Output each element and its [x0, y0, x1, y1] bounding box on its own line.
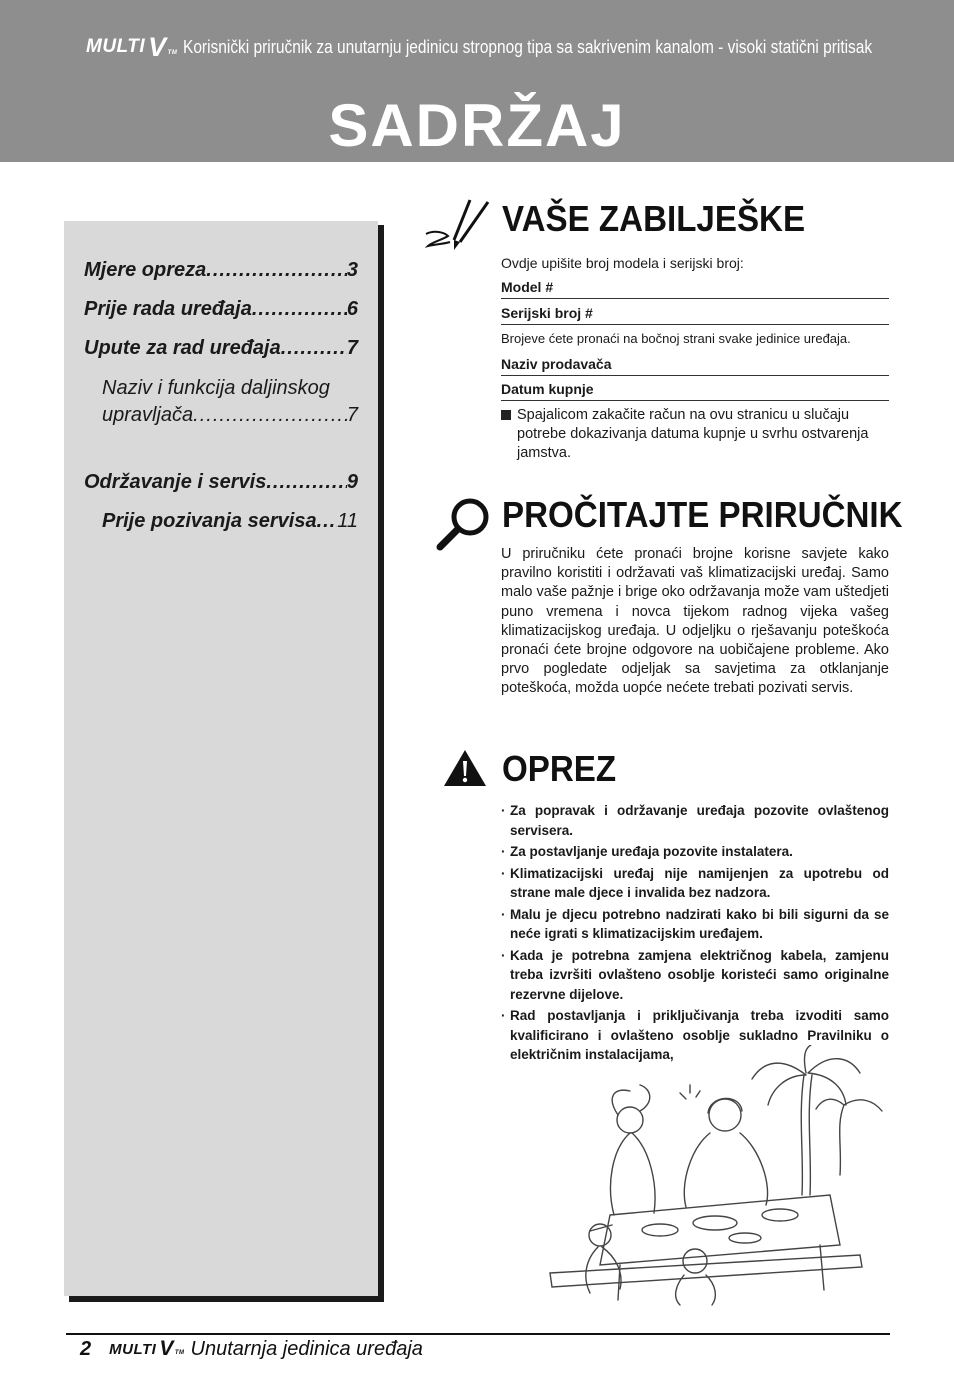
dealer-name-field[interactable]: Naziv prodavača — [501, 356, 889, 376]
read-manual-title: PROČITAJTE PRIRUČNIK — [502, 494, 903, 535]
staple-receipt-note: Spajalicom zakačite račun na ovu stranicu u slučaju potrebe dokazivanja datuma kupnje u svrhu ostvarenja jamstva. — [501, 406, 889, 463]
caution-item: · Klimatizacijski uređaj nije namijenjen za upotrebu od strane male djece i invalida bez nadzora. — [501, 864, 889, 903]
multi-v-logo: MULTI V TM — [86, 32, 178, 62]
toc-entry-before-service[interactable]: Prije pozivanja servisa ..... 11 — [102, 508, 358, 535]
picnic-illustration — [540, 1045, 890, 1310]
page-footer — [80, 1337, 423, 1361]
toc-entry-maintenance[interactable]: Održavanje i servis ..... 9 — [84, 469, 358, 496]
magnifier-icon — [432, 495, 496, 553]
footer-text: Unutarnja jedinica uređaja — [190, 1337, 423, 1360]
caution-item: · Malu je djecu potrebno nadzirati kako bi bili sigurni da se neće igrati s klimatizacijskim uređajem. — [501, 905, 889, 944]
notes-section-title: VAŠE ZABILJEŠKE — [502, 198, 806, 239]
header-banner — [0, 0, 954, 162]
caution-item: · Za postavljanje uređaja pozovite instalatera. — [501, 842, 889, 862]
caution-title: OPREZ — [502, 748, 617, 789]
serial-number-field[interactable]: Serijski broj # — [501, 305, 889, 325]
caution-item: · Kada je potrebna zamjena električnog kabela, zamjenu treba izvršiti ovlašteno osoblje koristeći samo originalne rezervne dijelove. — [501, 946, 889, 1005]
page-number: 2 — [80, 1337, 92, 1360]
caution-item: · Rad postavljanja i priključivanja treba izvoditi samo kvalificirano i ovlašteno osoblje sukladno Pravilniku o električnim instalacijama, — [501, 1006, 889, 1065]
square-bullet-icon — [501, 410, 511, 420]
multi-v-footer-logo: MULTI V TM — [109, 1337, 185, 1360]
read-manual-body: U priručniku ćete pronaći brojne korisne savjete kako pravilno koristiti i održavati vaš klimatizacijski uređaj. Samo malo vaše pažnje i brige oko održavanja može vam uštedjeti puno vremena i novca tijekom radnog vijeka vašeg klimatizacijskog uređaja. U odjeljku o rješavanju poteškoća pronaći ćete brojne odgovore na uobičajene probleme. Ako prvo pogledate odjeljak sa savjetima za otklanjanje poteškoća, možda uopće nećete trebati pozivati servis. — [501, 546, 889, 697]
toc-entry-operating-instructions[interactable]: Upute za rad uređaja ..... 7 — [84, 335, 358, 362]
toc-entry-before-operation[interactable]: Prije rada uređaja ..... 6 — [84, 296, 358, 323]
page-title: SADRŽAJ — [328, 92, 626, 159]
toc-entry-remote-control[interactable]: Naziv i funkcija daljinskog upravljača ..... 7 — [102, 375, 358, 429]
pen-icon — [424, 196, 494, 254]
caution-list — [501, 801, 889, 1067]
purchase-date-field[interactable]: Datum kupnje — [501, 381, 889, 401]
header-line — [86, 34, 954, 60]
serial-number-note: Brojeve ćete pronaći na bočnoj strani svake jedinice uređaja. — [501, 331, 851, 346]
manual-subtitle: Korisnički priručnik za unutarnju jedinicu stropnog tipa sa sakrivenim kanalom - visoki statični pritisak — [183, 36, 873, 57]
table-of-contents — [64, 221, 378, 1296]
footer-rule — [66, 1333, 890, 1335]
caution-item: · Za popravak i održavanje uređaja pozovite ovlaštenog servisera. — [501, 801, 889, 840]
notes-intro: Ovdje upišite broj modela i serijski broj: — [501, 255, 744, 271]
toc-entry-safety[interactable]: Mjere opreza ..... 3 — [84, 257, 358, 284]
model-number-field[interactable]: Model # — [501, 279, 889, 299]
warning-triangle-icon — [442, 748, 488, 788]
